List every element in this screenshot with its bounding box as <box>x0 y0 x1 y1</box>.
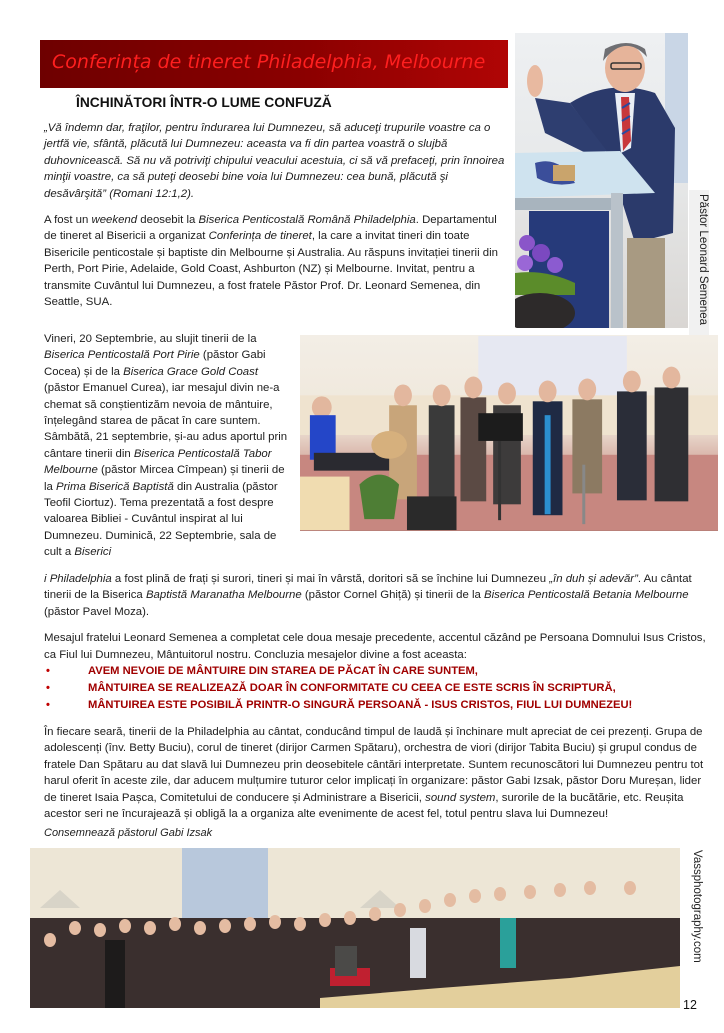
speaker-photo-caption: Păstor Leonard Semenea <box>689 190 709 345</box>
conclusion-item <box>44 680 708 697</box>
conclusions-list <box>44 663 708 714</box>
top-text-block <box>44 94 508 320</box>
conclusion-item <box>44 663 708 680</box>
thanks-text: , surorile de la bucătărie, etc. Reușita acestor seri ne încurajează și obligă la a organiza alte evenimente de acest fel, totul pentru slava lui Dumnezeu! <box>44 791 684 821</box>
page-number: 12 <box>683 998 697 1013</box>
photo-credit: Vassphotography.com <box>691 850 703 964</box>
author-signature: Consemnează păstorul Gabi Izsak <box>44 827 213 840</box>
sunday-paragraph <box>44 571 708 620</box>
worship-team-illustration <box>300 335 718 531</box>
sunday-emphasis: Baptistă Maranatha Melbourne <box>145 589 302 602</box>
days-emphasis: Biserica Penticostală Tabor Melbourne <box>44 447 272 477</box>
days-text-block <box>44 331 294 571</box>
bullet-icon: • <box>46 699 50 712</box>
choir-photo <box>30 848 680 1008</box>
thanks-text: În fiecare seară, tinerii de la Philadelphia au cântat, conducând timpul de laudă și închinare mult apreciat de cei prezenți. Grupa de adolescenți (înv. Betty Buciu), corul de tineret (dirijor Carmen Spătaru), orchestra de viori (dirijor Tabita Buciu) și grupul condus de fratele Dan Spătaru au dat slavă lui Dumnezeu prin deosebitele cântări interpretate. Suntem recunoscători lui Dumnezeu pentru tot harul oferit în aceste zile, dar aducem mulțumire tuturor celor implicați în organizare: păstor Gabi Izsak, păstor Doru Mureșan, lider de tineret Isaia Pașca, Comitetului de conducere și Administrare a Bisericii, <box>44 726 704 804</box>
header-banner <box>40 40 508 88</box>
sunday-text: . Au cântat tinerii de la Biserica <box>44 573 692 602</box>
message-paragraph: Mesajul fratelui Leonard Semenea a completat cele doua mesaje precedente, accentul căzând pe Persoana Domnului Isus Cristos, ca Fiul lui Dumnezeu, Mântuitorul nostru. Concluzia mesajelor divine a fost aceasta: <box>44 632 706 661</box>
sunday-emphasis: i Philadelphia <box>44 573 112 585</box>
bottom-text-block <box>44 571 708 840</box>
choir-section <box>0 848 724 1033</box>
conclusion-text: AVEM NEVOIE DE MÂNTUIRE DIN STAREA DE PĂCAT ÎN CARE SUNTEM, <box>88 665 478 678</box>
sunday-text: a fost plină de frați și surori, tineri și mai în vârstă, doritori să se închine lui Dumnezeu <box>111 573 550 585</box>
choir-illustration <box>30 848 680 1008</box>
thanks-emphasis: sound system <box>425 791 496 804</box>
conclusion-text: MÂNTUIREA SE REALIZEAZĂ DOAR ÎN CONFORMITATE CU CEEA CE ESTE SCRIS ÎN SCRIPTURĂ, <box>88 682 616 695</box>
worship-team-photo <box>300 335 718 531</box>
days-text: din Australia (păstor Teofil Ciortuz). Tema prezentată a fost despre valoarea Bibliei - Cuvântul inspirat al lui Dumnezeu. Duminică, 22 Septembrie, sala de cult a <box>44 480 278 559</box>
sunday-text: (păstor Cornel Ghiță) și tinerii de la <box>301 589 485 602</box>
days-text: (păstor Emanuel Curea), iar mesajul divin ne-a chemat să conștientizăm nevoia de mântuire, înțelegând starea de păcat în care suntem. Sâmbătă, 21 septembrie, și-au adus aportul prin cântare tinerii din <box>44 382 288 460</box>
intro-paragraph <box>44 212 508 310</box>
intro-text: , la care a invitat tineri din toate Bisericile penticostale și baptiste din Melbourne și Australia. Au răspuns invitației tinerii din Perth, Port Pirie, Adelaide, Gold Coast, Ashburton (NZ) și Melbourne. Invitat, pentru a transmite Cuvântul lui Dumnezeu, a fost fratele Păstor Prof. Dr. Leonard Semenea, din Seattle, SUA. <box>44 230 498 309</box>
sunday-text: (păstor Pavel Moza). <box>44 605 150 618</box>
speaker-photo <box>515 33 688 328</box>
thanks-paragraph <box>44 724 708 822</box>
intro-emphasis: Conferința de tineret <box>208 230 312 243</box>
conclusion-item <box>44 697 708 714</box>
days-paragraph <box>44 331 294 561</box>
intro-text: A fost un <box>44 214 92 227</box>
conclusion-text: MÂNTUIREA ESTE POSIBILĂ PRINTR-O SINGURĂ PERSOANĂ - ISUS CRISTOS, FIUL LUI DUMNEZEU! <box>88 699 633 712</box>
days-emphasis: Biserica Grace Gold Coast <box>123 365 258 378</box>
days-emphasis: Biserica Penticostală Port Pirie <box>44 349 200 362</box>
article-subtitle: ÎNCHINĂTORI ÎNTR-O LUME CONFUZĂ <box>76 95 332 110</box>
intro-emphasis: weekend <box>91 214 138 227</box>
speaker-photo-illustration <box>515 33 688 328</box>
banner-title: Conferința de tineret Philadelphia, Melbourne <box>52 51 486 73</box>
days-text: (păstor Mircea Cîmpean) și tinerii de la <box>44 464 285 493</box>
days-emphasis: Prima Biserică Baptistă <box>56 480 174 493</box>
intro-text: deosebit la <box>137 214 199 227</box>
sunday-emphasis: „în duh și adevăr” <box>549 573 638 585</box>
sunday-emphasis: Biserica Penticostală Betania Melbourne <box>484 589 689 602</box>
intro-emphasis: Biserica Penticostală Română Philadelphia <box>198 214 416 227</box>
days-text: Vineri, 20 Septembrie, au slujit tinerii de la <box>44 333 257 345</box>
days-emphasis: Biserici <box>74 546 112 559</box>
bullet-icon: • <box>46 682 50 695</box>
days-text: (păstor Gabi Cocea) și de la <box>44 349 266 378</box>
bible-quote: „Vă îndemn dar, fraţilor, pentru îndurarea lui Dumnezeu, să aduceţi trupurile voastre ca o jertfă vie, sfântă, plăcută lui Dumnezeu: aceasta va fi din partea voastră o slujbă duhovnicească. Să nu vă potriviţi chipului veacului acestuia, ci să vă prefaceţi, prin înnoirea minţii voastre, ca să puteţi deosebi bine voia lui Dumnezeu: cea bună, plăcută şi desăvârşită” (Romani 12:1,2). <box>44 122 505 200</box>
bullet-icon: • <box>46 665 50 678</box>
lower-section <box>0 571 724 1033</box>
intro-text: . Departamentul de tineret al Bisericii a organizat <box>44 214 497 243</box>
